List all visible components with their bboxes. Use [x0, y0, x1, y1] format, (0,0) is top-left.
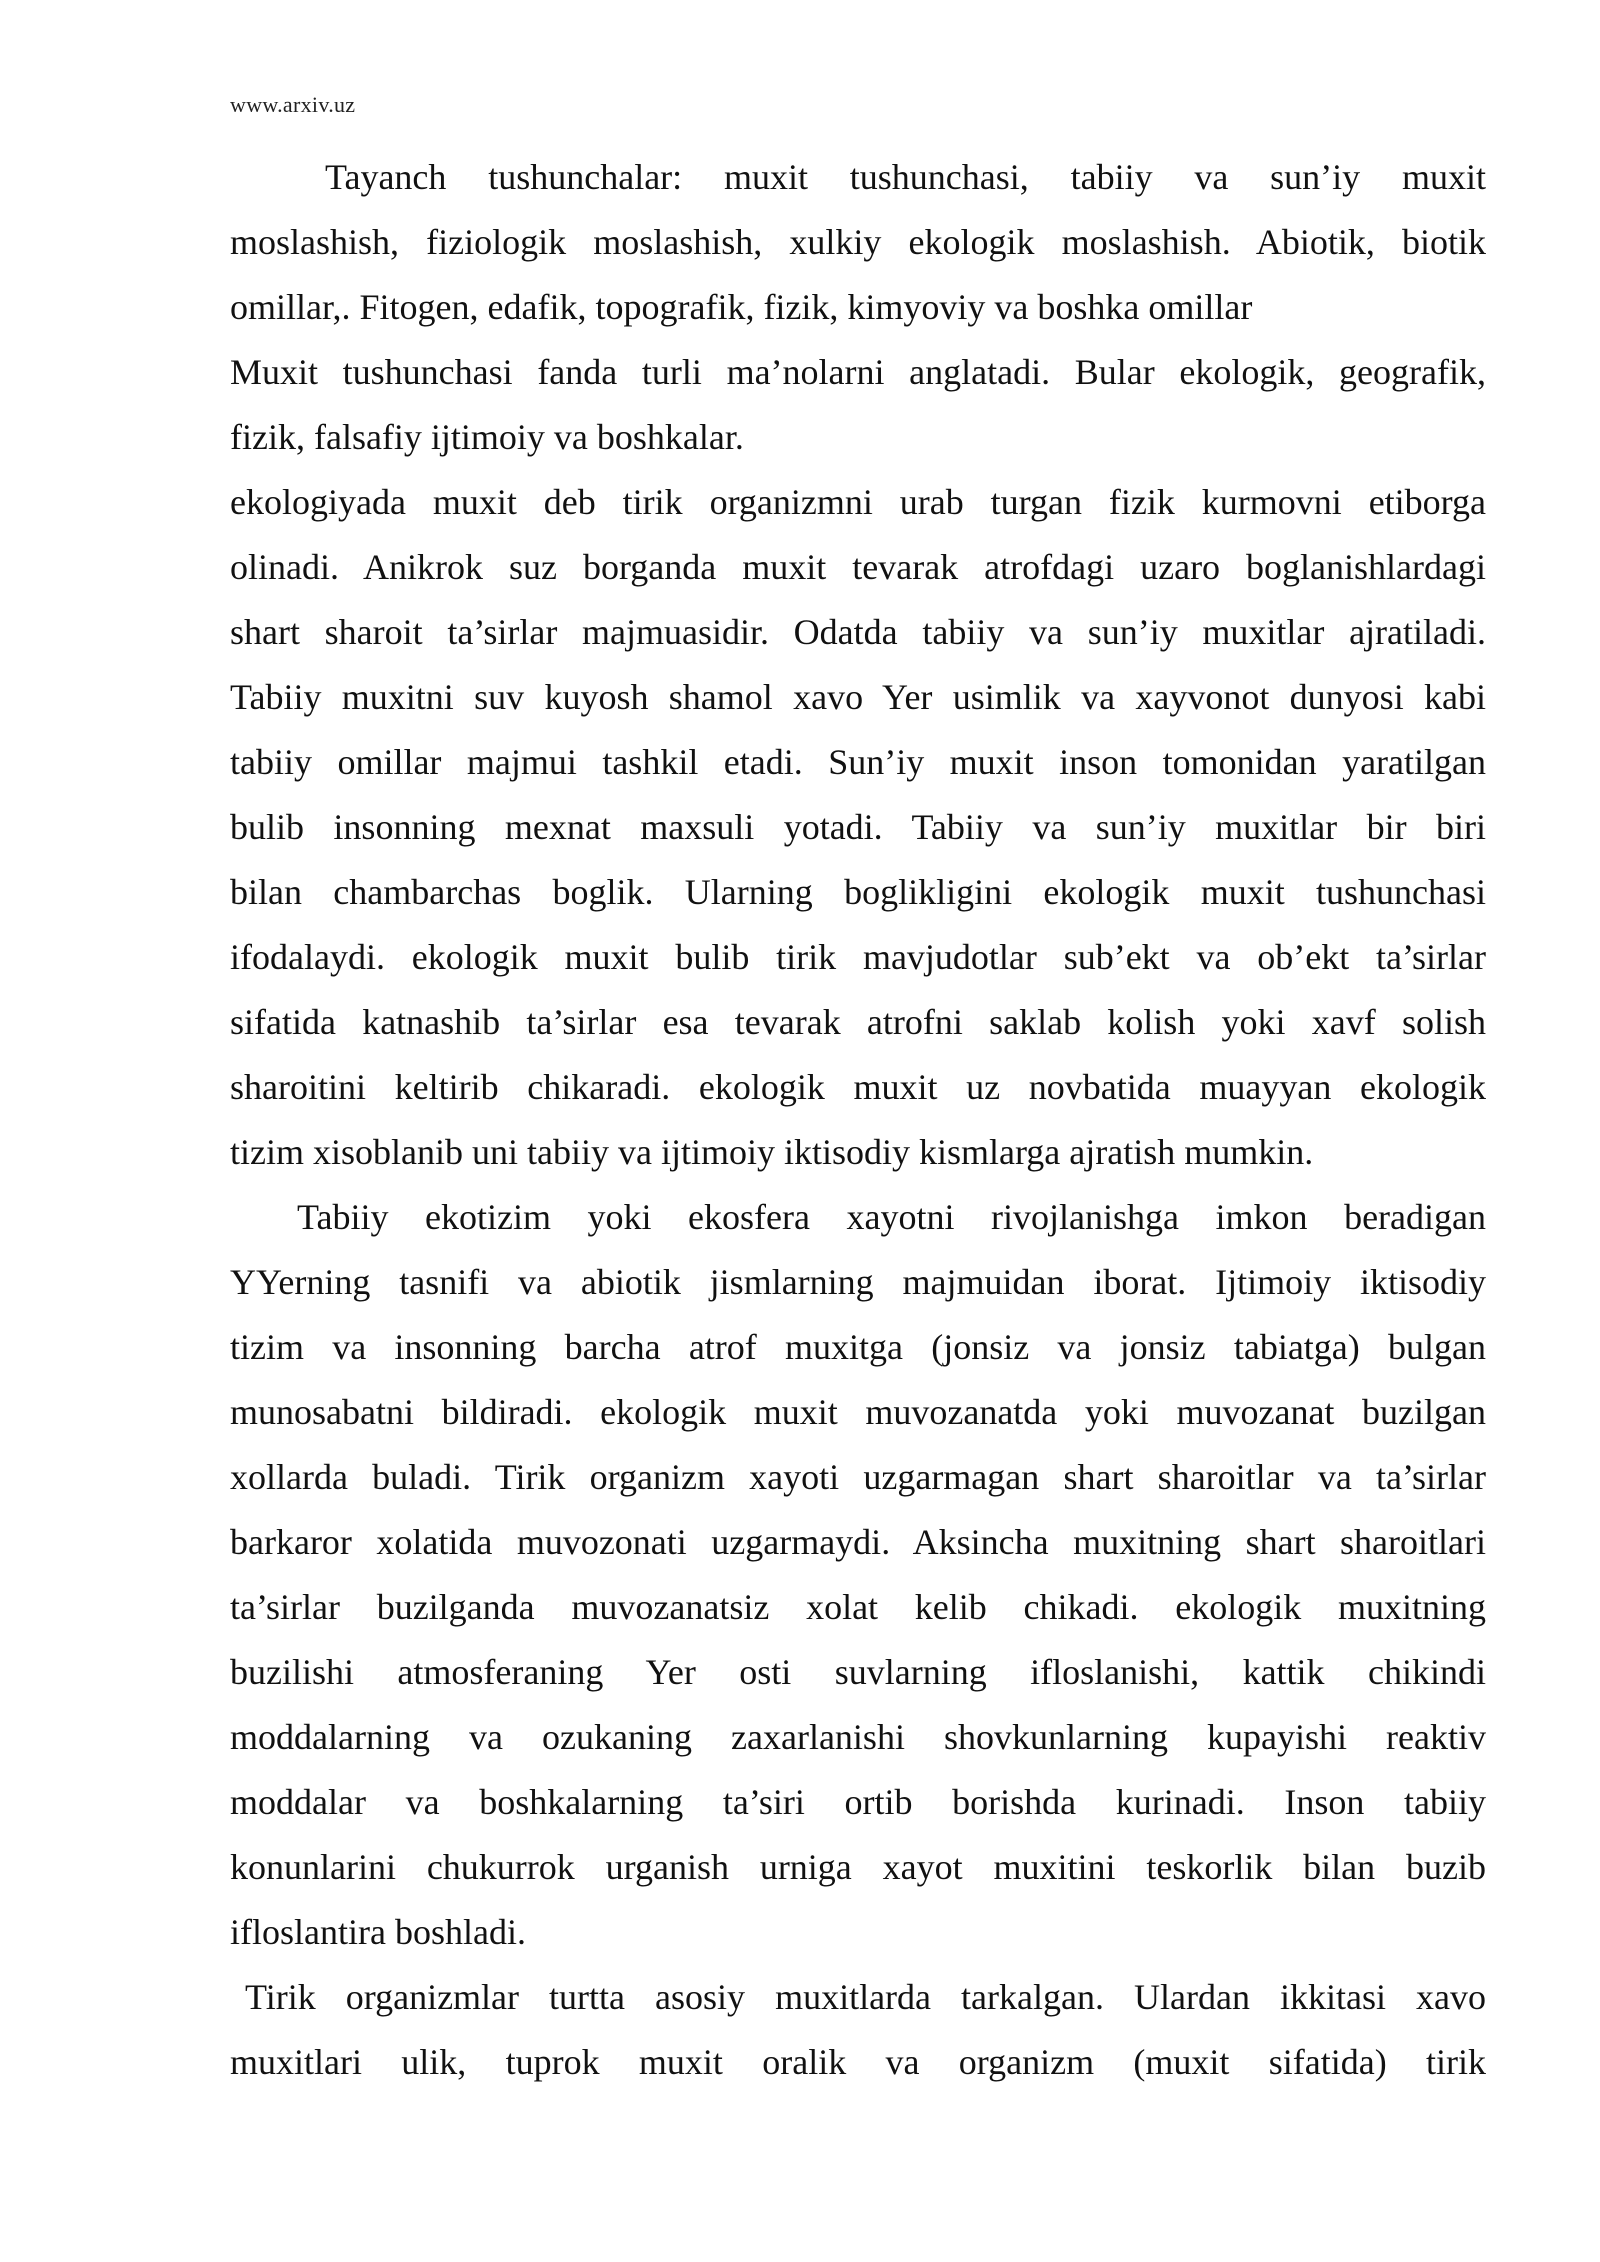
- text-line: tizim va insonning barcha atrof muxitga (jonsiz va jonsiz tabiatga) bulgan: [230, 1327, 1486, 1367]
- text-line: shart sharoit ta’sirlar majmuasidir. Odatda tabiiy va sun’iy muxitlar ajratiladi.: [230, 612, 1486, 652]
- text-line: moddalar va boshkalarning ta’siri ortib borishda kurinadi. Inson tabiiy: [230, 1782, 1486, 1822]
- text-line: barkaror xolatida muvozonati uzgarmaydi. Aksincha muxitning shart sharoitlari: [230, 1522, 1486, 1562]
- text-line: tizim xisoblanib uni tabiiy va ijtimoiy iktisodiy kismlarga ajratish mumkin.: [230, 1132, 1314, 1172]
- text-line: Muxit tushunchasi fanda turli ma’nolarni anglatadi. Bular ekologik, geografik,: [230, 352, 1486, 392]
- text-line: munosabatni bildiradi. ekologik muxit muvozanatda yoki muvozanat buzilgan: [230, 1392, 1486, 1432]
- site-header: www.arxiv.uz: [230, 92, 356, 117]
- text-line: Tabiiy ekotizim yoki ekosfera xayotni rivojlanishga imkon beradigan: [297, 1197, 1486, 1237]
- text-line: YYerning tasnifi va abiotik jismlarning majmuidan iborat. Ijtimoiy iktisodiy: [230, 1262, 1486, 1302]
- text-line: fizik, falsafiy ijtimoiy va boshkalar.: [230, 417, 744, 457]
- text-line: Tirik organizmlar turtta asosiy muxitlarda tarkalgan. Ulardan ikkitasi xavo: [245, 1977, 1486, 2017]
- text-line: buzilishi atmosferaning Yer osti suvlarning ifloslanishi, kattik chikindi: [230, 1652, 1486, 1692]
- text-line: moddalarning va ozukaning zaxarlanishi shovkunlarning kupayishi reaktiv: [230, 1717, 1486, 1757]
- text-line: bulib insonning mexnat maxsuli yotadi. Tabiiy va sun’iy muxitlar bir biri: [230, 807, 1486, 847]
- text-line: Tabiiy muxitni suv kuyosh shamol xavo Yer usimlik va xayvonot dunyosi kabi: [230, 677, 1486, 717]
- text-line: Tayanch tushunchalar: muxit tushunchasi, tabiiy va sun’iy muxit: [325, 157, 1486, 197]
- text-line: ta’sirlar buzilganda muvozanatsiz xolat kelib chikadi. ekologik muxitning: [230, 1587, 1486, 1627]
- text-line: bilan chambarchas boglik. Ularning boglikligini ekologik muxit tushunchasi: [230, 872, 1486, 912]
- text-line: sharoitini keltirib chikaradi. ekologik muxit uz novbatida muayyan ekologik: [230, 1067, 1486, 1107]
- text-line: ekologiyada muxit deb tirik organizmni urab turgan fizik kurmovni etiborga: [230, 482, 1486, 522]
- text-line: sifatida katnashib ta’sirlar esa tevarak atrofni saklab kolish yoki xavf solish: [230, 1002, 1486, 1042]
- text-line: muxitlari ulik, tuprok muxit oralik va organizm (muxit sifatida) tirik: [230, 2042, 1486, 2082]
- text-line: xollarda buladi. Tirik organizm xayoti uzgarmagan shart sharoitlar va ta’sirlar: [230, 1457, 1486, 1497]
- text-line: omillar,. Fitogen, edafik, topografik, fizik, kimyoviy va boshka omillar: [230, 287, 1253, 327]
- text-line: konunlarini chukurrok urganish urniga xayot muxitini teskorlik bilan buzib: [230, 1847, 1486, 1887]
- text-line: moslashish, fiziologik moslashish, xulkiy ekologik moslashish. Abiotik, biotik: [230, 222, 1486, 262]
- text-line: tabiiy omillar majmui tashkil etadi. Sun’iy muxit inson tomonidan yaratilgan: [230, 742, 1486, 782]
- text-line: ifodalaydi. ekologik muxit bulib tirik mavjudotlar sub’ekt va ob’ekt ta’sirlar: [230, 937, 1486, 977]
- text-line: olinadi. Anikrok suz borganda muxit tevarak atrofdagi uzaro boglanishlardagi: [230, 547, 1486, 587]
- text-line: ifloslantira boshladi.: [230, 1912, 526, 1952]
